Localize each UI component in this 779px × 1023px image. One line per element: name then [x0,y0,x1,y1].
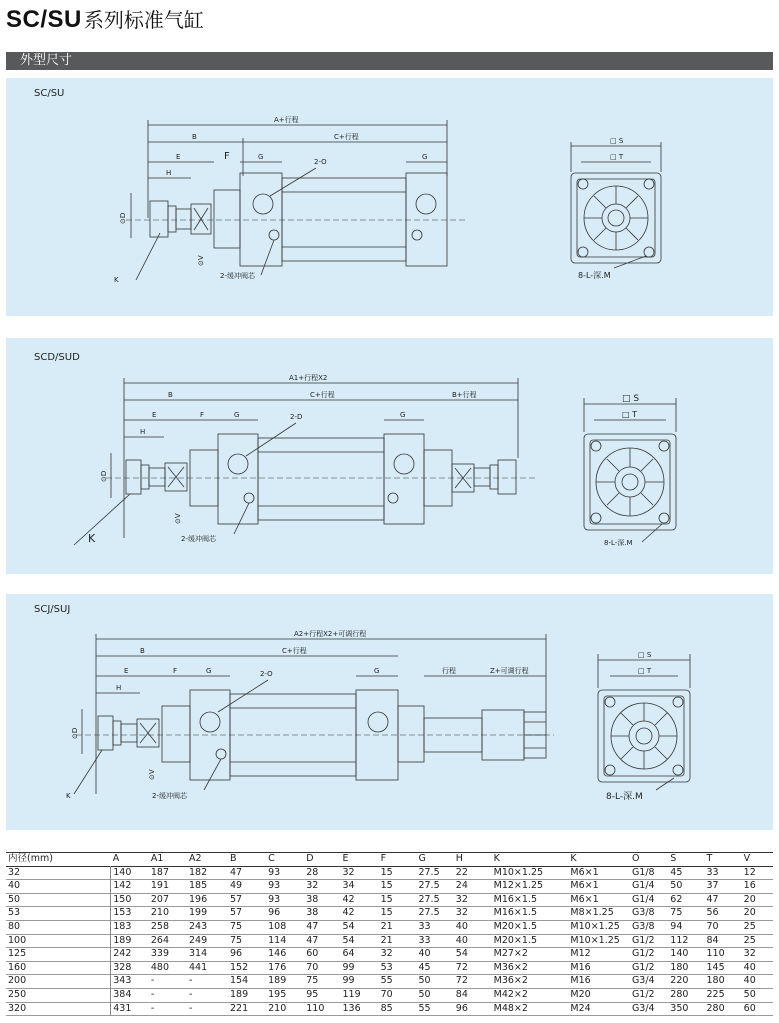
table-cell: 210 [150,907,170,919]
dimension-table [6,852,773,1016]
table-cell: 47 [706,893,719,905]
table-cell: 54 [342,920,355,932]
table-cell: M6×1 [570,893,599,905]
table-cell: 42 [342,893,355,905]
table-cell: 32 [6,866,111,880]
table-cell: 99 [342,961,355,973]
column-header: F [380,853,387,864]
dim-label-v: ⊙V [174,513,182,524]
table-cell: 62 [670,893,683,905]
table-cell: 50 [6,893,111,907]
table-cell: 142 [113,880,132,892]
table-cell: 49 [230,880,243,892]
table-cell: 384 [113,988,132,1000]
cylinder-drawing [6,78,773,316]
table-cell: 314 [189,948,208,960]
dim-label-v: ⊙V [197,255,205,266]
table-cell: 210 [268,1002,287,1014]
table-cell: M10×1.25 [570,934,620,946]
table-cell: 47 [306,920,319,932]
table-cell: G3/4 [631,1002,655,1014]
table-row [6,988,773,1002]
dim-label-s: □ S [638,651,652,659]
table-cell: 15 [380,880,393,892]
table-cell: 15 [380,866,393,878]
table-cell: 196 [189,893,208,905]
table-cell: 140 [113,866,132,878]
column-header: G [418,853,426,864]
column-header: K [570,853,577,864]
table-cell: 258 [150,920,170,932]
table-cell: M10×1.25 [493,866,544,878]
table-cell: 25 [743,934,756,946]
dim-label-c: C+行程 [282,647,307,655]
table-cell: 38 [306,893,319,905]
table-row [6,975,773,989]
table-cell: 160 [6,961,111,975]
column-header: S [670,853,677,864]
table-cell: 75 [670,907,683,919]
table-cell: 15 [380,907,393,919]
table-cell: 32 [743,948,756,960]
table-cell: 37 [706,880,719,892]
dim-label-o: 2-O [314,158,327,166]
table-cell: M36×2 [493,961,528,973]
table-cell: 207 [150,893,170,905]
drawing-panel-scj-suj [6,594,773,830]
table-cell: 75 [306,975,319,987]
dim-label-b: B [192,133,197,141]
cushion-label: 2-缓冲阀芯 [220,272,255,280]
table-cell: 200 [6,975,111,989]
table-cell: M20 [570,988,591,1000]
table-cell: 50 [418,975,431,987]
table-cell: 72 [455,961,468,973]
panel-model-label: SCJ/SUJ [34,604,71,615]
table-cell: 243 [189,920,208,932]
table-cell: 28 [306,866,319,878]
table-cell: G3/8 [631,920,655,932]
table-cell: 280 [670,988,689,1000]
table-cell: 96 [455,1002,468,1014]
table-cell: 93 [268,866,281,878]
table-row [6,920,773,934]
dim-label-c: C+行程 [334,133,359,141]
table-cell: 25 [743,920,756,932]
table-cell: 84 [455,988,468,1000]
end-view [584,398,676,542]
table-cell: G1/2 [631,934,655,946]
table-cell: 50 [418,988,431,1000]
column-header: A [112,853,120,864]
table-cell: 75 [230,920,243,932]
section-header [6,52,773,70]
panel-model-label: SC/SU [34,88,65,99]
table-cell: 95 [306,988,319,1000]
table-cell: 27.5 [418,880,440,892]
column-header: T [706,853,713,864]
table-row [6,880,773,894]
dim-label-a: A+行程 [274,116,299,124]
table-cell: 154 [230,975,249,987]
table-cell: 56 [706,907,719,919]
table-cell: - [150,975,155,987]
table-cell: 199 [189,907,208,919]
table-cell: 20 [743,907,756,919]
dim-label-b: B [168,391,173,399]
table-cell: 40 [418,948,431,960]
dim-label-v: ⊙V [148,769,156,780]
dim-label-d: ⊙D [71,727,79,739]
table-cell: 189 [268,975,287,987]
column-header: C [268,853,275,864]
dim-label-t: □ T [622,410,637,419]
dim-label-l: 8-L-深.M [578,271,611,280]
dim-label-s: □ S [610,137,624,145]
dim-label-t: □ T [638,667,652,675]
dim-label-g2: G [400,411,406,419]
table-cell: M16×1.5 [493,893,537,905]
cylinder-drawing [6,594,773,830]
table-cell: G1/8 [631,866,655,878]
table-cell: 150 [113,893,132,905]
table-cell: 136 [342,1002,361,1014]
table-cell: G1/2 [631,948,655,960]
table-row [6,961,773,975]
table-cell: 100 [6,934,111,948]
table-cell: M16 [570,975,591,987]
table-cell: 50 [743,988,756,1000]
table-cell: 480 [150,961,170,973]
cushion-label: 2-缓冲阀芯 [181,535,216,543]
table-cell: 64 [342,948,355,960]
dim-label-k: K [114,276,119,284]
dim-label-b-stroke: B+行程 [452,391,477,399]
table-cell: 125 [6,948,111,962]
table-cell: 328 [113,961,132,973]
table-cell: 114 [268,934,287,946]
table-cell: 55 [380,975,393,987]
dim-label-k: K [66,792,71,800]
table-cell: M48×2 [493,1002,528,1014]
table-cell: 153 [113,907,132,919]
table-cell: 24 [455,880,468,892]
table-cell: 96 [230,948,243,960]
column-header: 内径(mm) [8,853,53,864]
table-cell: 27.5 [418,907,440,919]
cushion-label: 2-缓冲阀芯 [152,792,187,800]
column-header: V [743,853,751,864]
dim-label-h: H [116,684,122,692]
table-cell: - [189,1002,193,1014]
dim-label-a2: A2+行程X2+可调行程 [294,630,367,638]
table-cell: 140 [670,948,689,960]
table-cell: 20 [743,893,756,905]
table-cell: M6×1 [570,880,599,892]
section-header-label: 外型尺寸 [20,53,73,68]
table-cell: 40 [743,961,756,973]
table-cell: 27.5 [418,893,440,905]
table-cell: 21 [380,934,393,946]
table-cell: 220 [670,975,689,987]
table-cell: 70 [306,961,319,973]
table-cell: 84 [706,934,719,946]
dim-label-f: F [173,667,178,675]
table-cell: M27×2 [493,948,528,960]
dim-label-t: □ T [610,153,624,161]
table-cell: 93 [268,880,281,892]
dim-label-g: G [258,153,264,161]
table-cell: 50 [670,880,683,892]
table-cell: 119 [342,988,361,1000]
table-row [6,907,773,921]
dim-label-o: 2-O [260,670,273,678]
table-cell: - [150,988,155,1000]
table-cell: 32 [306,880,319,892]
table-cell: M6×1 [570,866,599,878]
dim-label-e: E [124,667,129,675]
dim-label-k: K [88,532,96,545]
table-cell: M8×1.25 [570,907,614,919]
table-cell: 189 [113,934,132,946]
table-cell: 70 [380,988,393,1000]
table-cell: M12 [570,948,591,960]
dim-label-c: C+行程 [310,391,335,399]
table-cell: 185 [189,880,208,892]
table-cell: M16×1.5 [493,907,537,919]
table-cell: 27.5 [418,866,440,878]
table-cell: 40 [455,934,468,946]
table-cell: 38 [306,907,319,919]
table-cell: 33 [706,866,719,878]
dim-label-g2: G [374,667,380,675]
table-cell: 320 [6,1002,111,1016]
table-cell: 189 [230,988,249,1000]
table-cell: 75 [230,934,243,946]
dim-label-l: 8-L-深.M [604,539,633,547]
dim-label-a1: A1+行程X2 [289,374,328,382]
table-cell: 57 [230,907,243,919]
table-cell: 34 [342,880,355,892]
table-cell: 21 [380,920,393,932]
table-row [6,1002,773,1016]
column-header: D [306,853,314,864]
table-cell: 108 [268,920,287,932]
table-cell: 176 [268,961,287,973]
dim-label-l: 8-L-深.M [606,792,643,802]
table-cell: 22 [455,866,468,878]
table-cell: M20×1.5 [493,934,537,946]
table-cell: 280 [706,1002,725,1014]
table-cell: 195 [268,988,287,1000]
table-cell: - [189,975,193,987]
page-title-model: SC/SU [6,6,82,33]
table-cell: 80 [6,920,111,934]
page-title-text: 系列标准气缸 [83,8,204,32]
dim-label-e: E [176,153,181,161]
dim-label-g2: G [422,153,428,161]
table-cell: G1/4 [631,880,655,892]
table-cell: 180 [706,975,725,987]
dim-label-d: ⊙D [119,212,127,224]
column-header: K [493,853,500,864]
table-cell: 32 [380,948,393,960]
table-cell: 60 [306,948,319,960]
dimension-table-grid [6,852,773,1016]
table-cell: 60 [743,1002,756,1014]
dim-label-h: H [140,428,146,436]
table-cell: 15 [380,893,393,905]
table-row [6,866,773,880]
table-cell: 54 [455,948,468,960]
column-header: A1 [150,853,164,864]
table-cell: 33 [418,920,431,932]
table-cell: 70 [706,920,719,932]
table-cell: 93 [268,893,281,905]
table-cell: 55 [418,1002,431,1014]
table-cell: 242 [113,948,132,960]
dim-label-s: □ S [622,394,640,404]
table-cell: 225 [706,988,725,1000]
dim-label-b: B [140,647,145,655]
table-cell: G1/2 [631,961,655,973]
table-cell: 45 [418,961,431,973]
dim-label-f: F [200,411,205,419]
column-header: E [342,853,349,864]
table-cell: 183 [113,920,132,932]
table-cell: 339 [150,948,170,960]
table-cell: M36×2 [493,975,528,987]
table-cell: 249 [189,934,208,946]
table-cell: M42×2 [493,988,528,1000]
table-body [6,866,773,1016]
table-cell: 40 [743,975,756,987]
dim-label-d: ⊙D [100,470,108,482]
table-cell: 152 [230,961,249,973]
table-cell: 53 [6,907,111,921]
table-cell: 16 [743,880,756,892]
table-cell: 350 [670,1002,689,1014]
table-cell: 145 [706,961,725,973]
table-cell: 96 [268,907,281,919]
table-cell: - [150,1002,155,1014]
table-cell: G1/2 [631,988,655,1000]
table-cell: M10×1.25 [570,920,620,932]
table-cell: 187 [150,866,170,878]
table-cell: 32 [342,866,355,878]
table-header-row [6,853,773,867]
table-cell: 42 [342,907,355,919]
dim-label-g: G [206,667,212,675]
table-cell: 85 [380,1002,393,1014]
table-cell: 146 [268,948,287,960]
column-header: O [631,853,640,864]
table-cell: 343 [113,975,132,987]
table-cell: 182 [189,866,208,878]
table-cell: G3/8 [631,907,655,919]
table-cell: 110 [706,948,725,960]
table-cell: 94 [670,920,683,932]
table-cell: G3/4 [631,975,655,987]
table-cell: 32 [455,907,468,919]
table-row [6,893,773,907]
table-row [6,948,773,962]
table-cell: 99 [342,975,355,987]
drawing-panel-scd-sud [6,338,773,574]
table-cell: 72 [455,975,468,987]
table-cell: M20×1.5 [493,920,537,932]
column-header: H [455,853,463,864]
table-cell: G1/4 [631,893,655,905]
table-cell: M16 [570,961,591,973]
dim-label-g: G [234,411,240,419]
table-cell: M24 [570,1002,591,1014]
table-cell: 110 [306,1002,325,1014]
dim-label-h: H [166,169,172,177]
table-cell: 112 [670,934,689,946]
page-title [6,4,204,38]
table-cell: 250 [6,988,111,1002]
cylinder-drawing [6,338,773,574]
column-header: A2 [189,853,202,864]
dim-label-e: E [152,411,157,419]
table-cell: 54 [342,934,355,946]
table-cell: 264 [150,934,170,946]
table-cell: 32 [455,893,468,905]
dim-label-o: 2-D [290,413,303,421]
dim-label-stroke: 行程 [442,667,456,675]
table-cell: 47 [306,934,319,946]
table-cell: - [189,988,193,1000]
table-cell: 191 [150,880,170,892]
table-cell: 441 [189,961,208,973]
column-header: B [230,853,237,864]
table-cell: 47 [230,866,243,878]
table-cell: 40 [455,920,468,932]
table-cell: 53 [380,961,393,973]
table-cell: 45 [670,866,683,878]
table-cell: M12×1.25 [493,880,544,892]
dim-label-z: Z+可调行程 [490,667,529,675]
table-cell: 431 [113,1002,132,1014]
table-cell: 221 [230,1002,249,1014]
table-row [6,934,773,948]
table-cell: 33 [418,934,431,946]
panel-model-label: SCD/SUD [34,352,80,363]
table-cell: 180 [670,961,689,973]
drawing-panel-sc-su [6,78,773,316]
dim-label-f: F [224,151,230,162]
table-cell: 40 [6,880,111,894]
table-cell: 12 [743,866,756,878]
table-cell: 57 [230,893,243,905]
